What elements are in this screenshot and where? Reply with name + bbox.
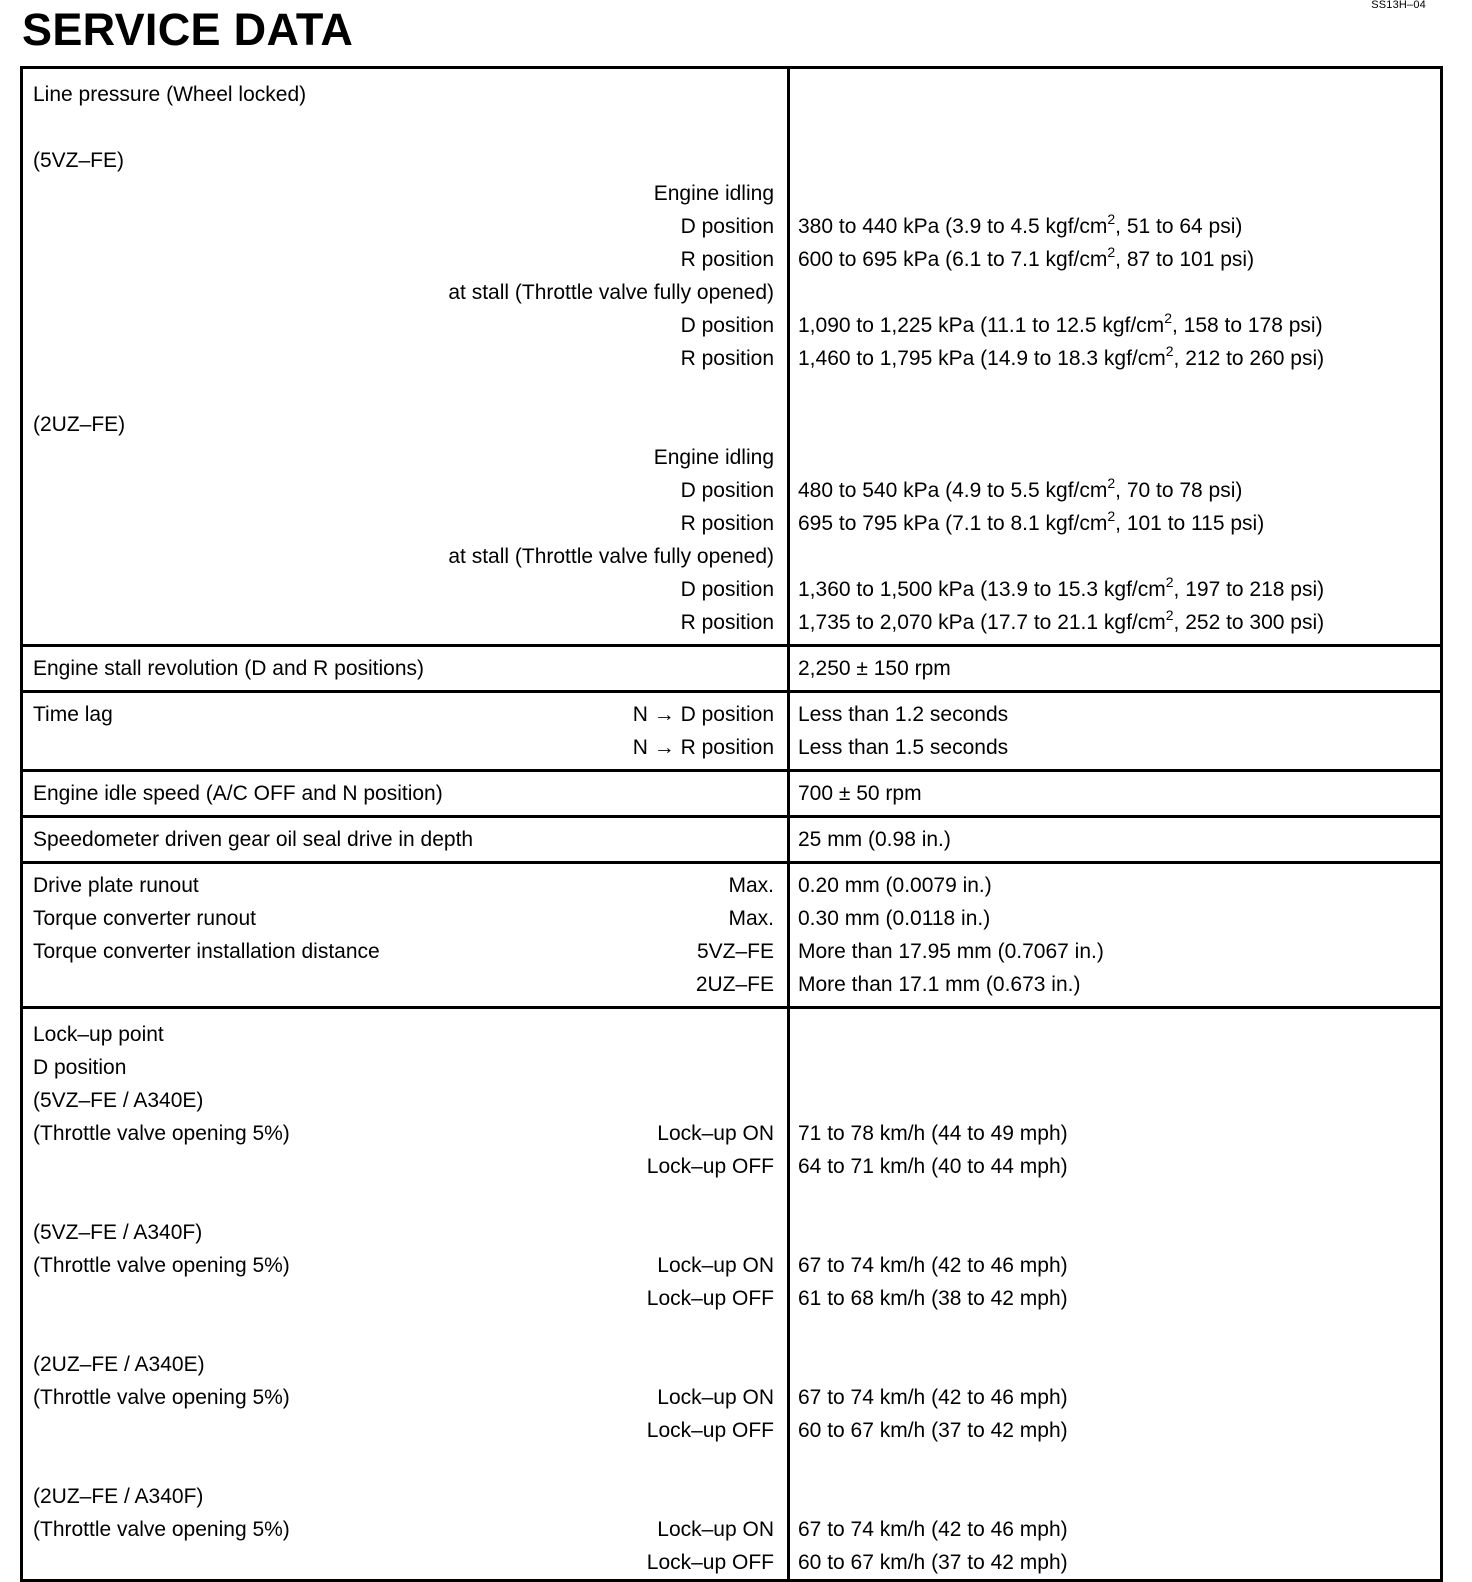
- lockup-on-label: Lock–up ON: [657, 1122, 774, 1145]
- lockup-off-label: Lock–up OFF: [646, 1419, 774, 1442]
- stall-r-label: R position: [680, 347, 774, 370]
- drive-plate-value: 0.20 mm (0.0079 in.): [798, 874, 992, 897]
- stall-revolution-label: Engine stall revolution (D and R positions): [33, 657, 425, 680]
- time-lag-nr-label: N → R position: [632, 736, 774, 759]
- line-pressure-values: [789, 68, 1442, 646]
- stall-d-label: D position: [680, 314, 774, 337]
- oil-seal-row: [22, 817, 1442, 863]
- install-cond-5vz: 5VZ–FE: [696, 940, 774, 963]
- lockup-off-value: 64 to 71 km/h (40 to 44 mph): [798, 1155, 1068, 1178]
- install-cond-2uz: 2UZ–FE: [695, 973, 774, 996]
- time-lag-nr-value: Less than 1.5 seconds: [798, 736, 1009, 759]
- lockup-off-value: 61 to 68 km/h (38 to 42 mph): [798, 1287, 1068, 1310]
- time-lag-row: [22, 692, 1442, 771]
- drive-plate-label: Drive plate runout: [33, 874, 199, 897]
- time-lag-nd-value: Less than 1.2 seconds: [798, 703, 1009, 726]
- pressure-value: 695 to 795 kPa (7.1 to 8.1 kgf/$cm^2$, 101 to 115 psi): [798, 508, 1265, 535]
- idle-speed-label: Engine idle speed (A/C OFF and N position): [33, 782, 443, 805]
- pressure-value: 1,460 to 1,795 kPa (14.9 to 18.3 kgf/$cm^2$, 212 to 260 psi): [798, 343, 1325, 370]
- converter-runout-cond: Max.: [728, 907, 774, 930]
- document-code: SS13H–04: [1371, 0, 1426, 11]
- idling-label: Engine idling: [653, 182, 774, 205]
- lockup-off-value: 60 to 67 km/h (37 to 42 mph): [798, 1551, 1068, 1574]
- lockup-on-value: 67 to 74 km/h (42 to 46 mph): [798, 1386, 1068, 1409]
- idling-r-label: R position: [680, 512, 774, 535]
- install-value-5vz: More than 17.95 mm (0.7067 in.): [798, 940, 1104, 963]
- idle-speed-row: [22, 771, 1442, 817]
- idling-label: Engine idling: [653, 446, 774, 469]
- engine-label: (5VZ–FE): [33, 149, 125, 172]
- lockup-on-label: Lock–up ON: [657, 1518, 774, 1541]
- lockup-on-value: 67 to 74 km/h (42 to 46 mph): [798, 1518, 1068, 1541]
- lockup-on-label: Lock–up ON: [657, 1386, 774, 1409]
- oil-seal-value: 25 mm (0.98 in.): [798, 828, 951, 851]
- lockup-throttle: (Throttle valve opening 5%): [33, 1122, 290, 1145]
- stall-revolution-row: [22, 646, 1442, 692]
- engine-label: (2UZ–FE): [33, 413, 126, 436]
- lockup-heading: Lock–up point: [33, 1023, 164, 1046]
- line-pressure-labels: [22, 68, 789, 646]
- lockup-model: (5VZ–FE / A340F): [33, 1221, 203, 1244]
- service-data-table: [20, 66, 1443, 1582]
- stall-label: at stall (Throttle valve fully opened): [448, 545, 774, 568]
- install-value-2uz: More than 17.1 mm (0.673 in.): [798, 973, 1081, 996]
- lockup-on-label: Lock–up ON: [657, 1254, 774, 1277]
- pressure-value: 380 to 440 kPa (3.9 to 4.5 kgf/$cm^2$, 51 to 64 psi): [798, 211, 1243, 238]
- page-title: SERVICE DATA: [22, 4, 354, 55]
- lockup-throttle: (Throttle valve opening 5%): [33, 1386, 290, 1409]
- lockup-model: (2UZ–FE / A340E): [33, 1353, 205, 1376]
- lockup-on-value: 71 to 78 km/h (44 to 49 mph): [798, 1122, 1068, 1145]
- time-lag-label: Time lag: [33, 703, 113, 726]
- lockup-model: (2UZ–FE / A340F): [33, 1485, 204, 1508]
- install-distance-label: Torque converter installation distance: [33, 940, 380, 963]
- lockup-off-label: Lock–up OFF: [646, 1287, 774, 1310]
- time-lag-nd-label: N → D position: [632, 703, 774, 726]
- stall-label: at stall (Throttle valve fully opened): [448, 281, 774, 304]
- drive-plate-cond: Max.: [728, 874, 774, 897]
- lockup-throttle: (Throttle valve opening 5%): [33, 1254, 290, 1277]
- pressure-value: 600 to 695 kPa (6.1 to 7.1 kgf/$cm^2$, 87 to 101 psi): [798, 244, 1255, 271]
- line-pressure-heading: Line pressure (Wheel locked): [33, 83, 307, 106]
- lockup-position: D position: [33, 1056, 127, 1079]
- idling-r-label: R position: [680, 248, 774, 271]
- pressure-value: 1,360 to 1,500 kPa (13.9 to 15.3 kgf/$cm^2$, 197 to 218 psi): [798, 574, 1325, 601]
- oil-seal-label: Speedometer driven gear oil seal drive in depth: [33, 828, 474, 851]
- stall-r-label: R position: [680, 611, 774, 634]
- lockup-throttle: (Throttle valve opening 5%): [33, 1518, 290, 1541]
- pressure-value: 480 to 540 kPa (4.9 to 5.5 kgf/$cm^2$, 70 to 78 psi): [798, 475, 1243, 502]
- lockup-off-label: Lock–up OFF: [646, 1551, 774, 1574]
- converter-runout-label: Torque converter runout: [33, 907, 256, 930]
- idling-d-label: D position: [680, 215, 774, 238]
- lockup-model: (5VZ–FE / A340E): [33, 1089, 204, 1112]
- stall-revolution-value: 2,250 ± 150 rpm: [798, 657, 951, 680]
- pressure-value: 1,090 to 1,225 kPa (11.1 to 12.5 kgf/$cm^2$, 158 to 178 psi): [798, 310, 1323, 337]
- lockup-row: [22, 1008, 1442, 1581]
- lockup-off-label: Lock–up OFF: [646, 1155, 774, 1178]
- lockup-off-value: 60 to 67 km/h (37 to 42 mph): [798, 1419, 1068, 1442]
- stall-d-label: D position: [680, 578, 774, 601]
- runout-row: [22, 863, 1442, 1008]
- line-pressure-row: [22, 68, 1442, 646]
- lockup-on-value: 67 to 74 km/h (42 to 46 mph): [798, 1254, 1068, 1277]
- converter-runout-value: 0.30 mm (0.0118 in.): [798, 907, 991, 930]
- idle-speed-value: 700 ± 50 rpm: [798, 782, 922, 805]
- pressure-value: 1,735 to 2,070 kPa (17.7 to 21.1 kgf/$cm^2$, 252 to 300 psi): [798, 607, 1325, 634]
- idling-d-label: D position: [680, 479, 774, 502]
